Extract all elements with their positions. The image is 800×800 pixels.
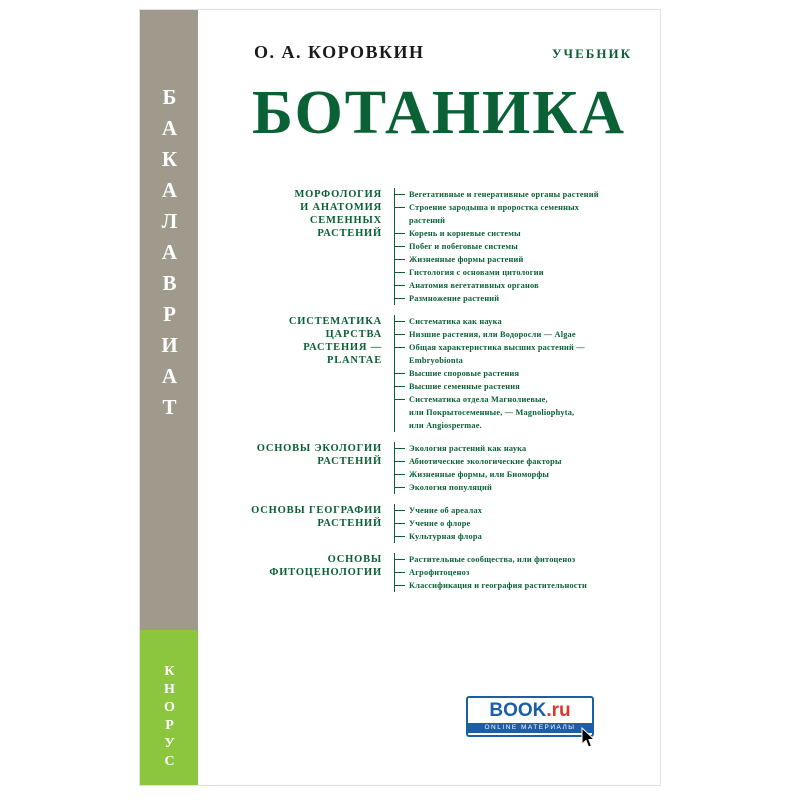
series-label: БАКАЛАВРИАТ (157, 84, 182, 426)
schema-group (224, 504, 648, 543)
book-cover (140, 10, 660, 785)
schema-group-title-line: ОСНОВЫ ГЕОГРАФИИ (251, 505, 382, 516)
schema-group (224, 442, 648, 494)
cover-content (198, 10, 660, 785)
schema-item: Побег и побеговые системы (409, 240, 648, 253)
schema-item: Учение о флоре (409, 517, 648, 530)
schema-item: Систематика как наука (409, 315, 648, 328)
book-title: БОТАНИКА (252, 79, 627, 147)
schema-group (224, 315, 648, 432)
schema-item: Учение об ареалах (409, 504, 648, 517)
schema-item: Общая характеристика высших растений — (409, 341, 648, 354)
schema-group-title (224, 315, 394, 432)
bookru-logo-text (468, 701, 592, 721)
schema-item: или Покрытосеменные, — Magnoliophyta, (409, 408, 575, 417)
schema-item: Жизненные формы растений (409, 253, 648, 266)
mouse-cursor-icon (581, 727, 597, 749)
schema-group-title-line: МОРФОЛОГИЯ (294, 189, 382, 200)
schema-group-title-line: РАСТЕНИЙ (317, 518, 382, 529)
schema-group-items (394, 442, 648, 494)
schema-group-items (394, 504, 648, 543)
schema-group-title-line: СЕМЕННЫХ (309, 215, 382, 226)
schema-item: Классификация и география растительности (409, 579, 648, 592)
schema-group-title-line: ЦАРСТВА (325, 329, 382, 340)
schema-item: растений (409, 216, 446, 225)
schema-group-items (394, 188, 648, 305)
book-type-label: УЧЕБНИК (552, 46, 632, 61)
schema-item: Абиотические экологические факторы (409, 455, 648, 468)
publisher-label: КНОРУС (162, 663, 177, 772)
schema-group (224, 553, 648, 592)
schema-item: Жизненные формы, или Биоморфы (409, 468, 648, 481)
author-name: О. А. КОРОВКИН (254, 42, 425, 62)
schema-item: Гистология с основами цитологии (409, 266, 648, 279)
schema-group-items (394, 315, 648, 432)
schema-group-title-line: ОСНОВЫ (327, 554, 382, 565)
contents-schema (224, 188, 648, 602)
schema-item: Растительные сообщества, или фитоценоз (409, 553, 648, 566)
schema-item: Высшие споровые растения (409, 367, 648, 380)
schema-group-title-line: И АНАТОМИЯ (300, 202, 382, 213)
bookru-logo (466, 696, 594, 737)
schema-item: Строение зародыша и проростка семенных (409, 201, 648, 214)
bookru-subtitle: ONLINE МАТЕРИАЛЫ (468, 723, 592, 733)
schema-group-title (224, 504, 394, 543)
schema-group-title-line: ОСНОВЫ ЭКОЛОГИИ (256, 443, 382, 454)
schema-group-title-line: СИСТЕМАТИКА (288, 316, 382, 327)
schema-item: Систематика отдела Магнолиевые, (409, 393, 648, 406)
schema-item: Экология популяций (409, 481, 648, 494)
schema-item: Экология растений как наука (409, 442, 648, 455)
schema-item: Агрофитоценоз (409, 566, 648, 579)
schema-item: Вегетативные и генеративные органы растений (409, 188, 648, 201)
schema-group (224, 188, 648, 305)
schema-group-title-line: PLANTAE (327, 355, 382, 366)
bookru-domain: .ru (546, 700, 571, 721)
schema-item: Embryobionta (409, 356, 464, 365)
schema-group-title (224, 188, 394, 305)
bookru-name: BOOK (489, 700, 547, 721)
schema-group-title-line: РАСТЕНИЙ (317, 228, 382, 239)
schema-item: Культурная флора (409, 530, 648, 543)
schema-group-title (224, 442, 394, 494)
schema-group-title-line: ФИТОЦЕНОЛОГИИ (269, 567, 382, 578)
schema-group-title-line: РАСТЕНИЙ (317, 456, 382, 467)
schema-group-title-line: РАСТЕНИЯ — (303, 342, 382, 353)
schema-item: Низшие растения, или Водоросли — Algae (409, 328, 648, 341)
schema-item: Корень и корневые системы (409, 227, 648, 240)
schema-group-title (224, 553, 394, 592)
schema-item: Размножение растений (409, 292, 648, 305)
schema-item: Высшие семенные растения (409, 380, 648, 393)
schema-item: Анатомия вегетативных органов (409, 279, 648, 292)
schema-item: или Angiospermae. (409, 421, 482, 430)
schema-group-items (394, 553, 648, 592)
